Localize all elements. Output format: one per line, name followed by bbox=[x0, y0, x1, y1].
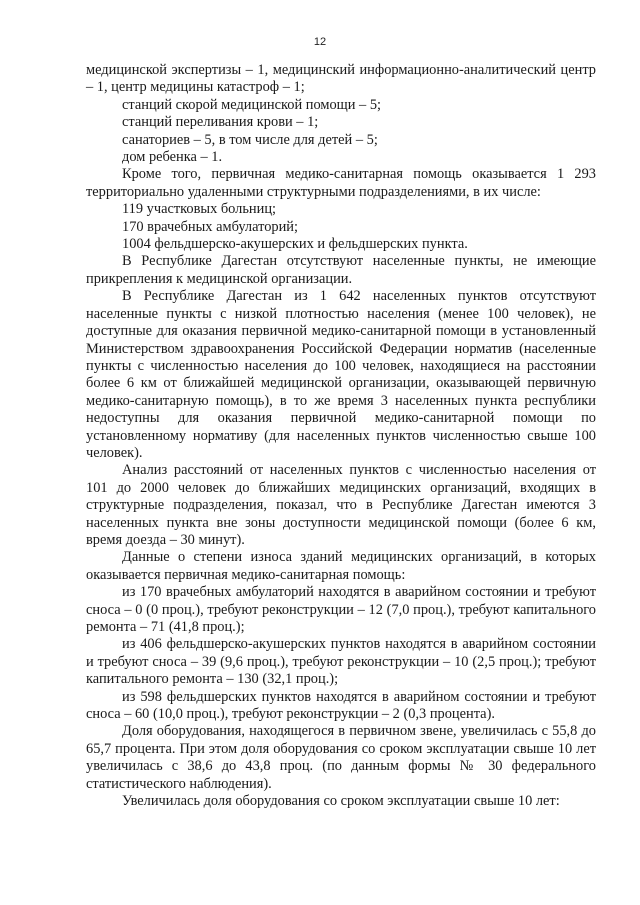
paragraph-wear-ambulatories: из 170 врачебных амбулаторий находятся в аварийном состоянии и требуют сноса – 0 (0 проц.), требуют реконструкции – 12 (7,0 проц.), требуют капитального ремонта – 71 (41,8 проц.); bbox=[86, 584, 596, 635]
paragraph-equipment-share: Доля оборудования, находящегося в первичном звене, увеличилась с 55,8 до 65,7 процента. При этом доля оборудования со сроком эксплуатации свыше 10 лет увеличилась с 38,6 до 43,8 проц. (по данным формы № 30 федерального статистического наблюдения). bbox=[86, 723, 596, 792]
list-item-blood-stations: станций переливания крови – 1; bbox=[122, 114, 319, 131]
paragraph-wear-intro: Данные о степени износа зданий медицинских организаций, в которых оказывается первичная медико-санитарная помощь: bbox=[86, 549, 596, 583]
paragraph-wear-fap: из 406 фельдшерско-акушерских пунктов находятся в аварийном состоянии и требуют сноса – 39 (9,6 проц.), требуют реконструкции – 10 (2,5 проц.); требуют капитального ремонта – 130 (32,1 проц.); bbox=[86, 636, 596, 688]
paragraph-no-attachment: В Республике Дагестан отсутствуют населенные пункты, не имеющие прикрепления к медицинской организации. bbox=[86, 253, 596, 287]
paragraph-remote-units: Кроме того, первичная медико-санитарная помощь оказывается 1 293 территориально удаленными структурными подразделениями, в их числе: bbox=[86, 166, 596, 200]
paragraph-wear-feldsher-points: из 598 фельдшерских пунктов находятся в аварийном состоянии и требуют сноса – 60 (10,0 проц.), требуют реконструкции – 2 (0,3 процента). bbox=[86, 688, 596, 723]
list-item-sanatoriums: санаториев – 5, в том числе для детей – 5; bbox=[122, 131, 378, 148]
paragraph-equipment-increase: Увеличилась доля оборудования со сроком эксплуатации свыше 10 лет: bbox=[122, 793, 560, 810]
paragraph-low-density: В Республике Дагестан из 1 642 населенных пунктов отсутствуют населенные пункты с низкой плотностью населения (менее 100 человек), не доступные для оказания первичной медико-санитарной помощи в установленный Министерством здравоохранения Российской Федерации норматив (населенные пункты с численностью населения до 100 человек, находящиеся на расстоянии более 6 км от ближайшей медицинской организации, оказывающей первичную медико-санитарную помощь), в то же время 3 населенных пункта республики недоступны для оказания первичной медико-санитарной помощи по установленному нормативу (для населенных пунктов численностью свыше 100 человек). bbox=[86, 288, 596, 461]
page-number: 12 bbox=[313, 36, 327, 48]
list-item-feldsher-points: 1004 фельдшерско-акушерских и фельдшерских пункта. bbox=[122, 236, 468, 253]
list-item-district-hospitals: 119 участковых больниц; bbox=[122, 201, 277, 218]
list-item-ambulance-stations: станций скорой медицинской помощи – 5; bbox=[122, 96, 382, 113]
paragraph-expertise-centers: медицинской экспертизы – 1, медицинский информационно-аналитический центр – 1, центр медицины катастроф – 1; bbox=[86, 62, 596, 96]
list-item-ambulatories: 170 врачебных амбулаторий; bbox=[122, 218, 299, 235]
document-body bbox=[86, 62, 596, 810]
paragraph-distance-analysis: Анализ расстояний от населенных пунктов с численностью населения от 101 до 2000 человек до ближайших медицинских организаций, входящих в структурные подразделения, показал, что в Республике Дагестан имеются 3 населенных пункта вне зоны доступности медицинской помощи (более 6 км, время доезда – 30 минут). bbox=[86, 462, 596, 548]
list-item-children-home: дом ребенка – 1. bbox=[122, 149, 223, 166]
